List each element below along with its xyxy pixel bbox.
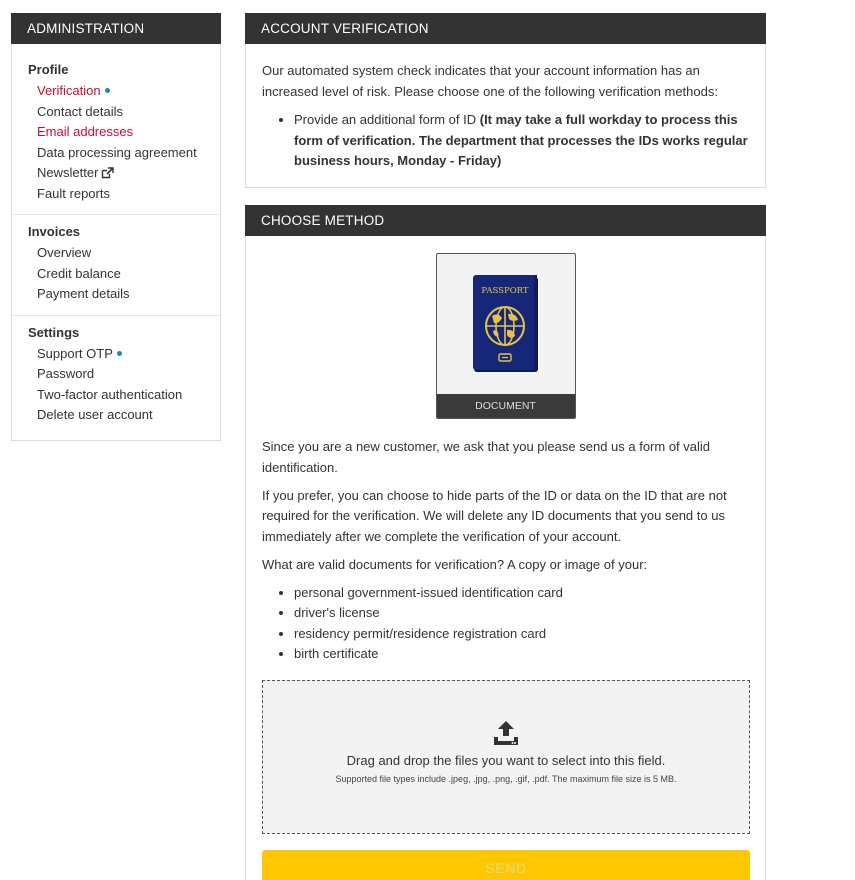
sidebar-item-label: Support OTP — [37, 345, 113, 361]
list-item — [294, 110, 749, 172]
sidebar-group-title: Settings — [28, 324, 80, 340]
list-item: • driver's license — [294, 603, 749, 624]
passport-label: PASSPORT — [480, 286, 529, 296]
sidebar-item-contact-details[interactable]: Contact details — [37, 103, 123, 119]
list-item: • birth certificate — [294, 644, 749, 665]
passport-icon — [472, 274, 540, 374]
sidebar-item-credit-balance[interactable]: Credit balance — [37, 265, 121, 281]
account-verification-panel — [245, 13, 766, 188]
list-item: • residency permit/residence registration card — [294, 624, 749, 645]
method-note: (It may take a full workday to process this form of verification. The department that processes the IDs works regular business hours, Monday - Friday) — [294, 112, 748, 168]
method-text: Provide an additional form of ID — [294, 112, 477, 127]
privacy-text: If you prefer, you can choose to hide parts of the ID or data on the ID that are not required for the verification. We will delete any ID documents that you send to us immediately after we complete the verification of your account. — [262, 487, 727, 544]
list-item: • personal government-issued identification card — [294, 583, 749, 604]
verification-intro: Our automated system check indicates that your account information has an increased level of risk. Please choose one of the following verification methods: — [262, 63, 718, 99]
notification-dot-icon — [117, 351, 122, 356]
sidebar-group-profile — [12, 44, 220, 215]
sidebar-item-label: Newsletter — [37, 165, 99, 180]
sidebar-item-payment-details[interactable]: Payment details — [37, 286, 130, 301]
sidebar-header: ADMINISTRATION — [11, 13, 221, 44]
sidebar-item-verification[interactable] — [28, 81, 220, 102]
sidebar-item-newsletter[interactable] — [28, 163, 220, 184]
sidebar-item-data-processing-agreement[interactable]: Data processing agreement — [37, 144, 197, 160]
external-link-icon — [101, 167, 114, 179]
sidebar-item-overview[interactable]: Overview — [37, 245, 92, 260]
new-customer-text: Since you are a new customer, we ask that you please send us a form of valid identification. — [262, 439, 711, 475]
sidebar-item-label: Verification — [37, 83, 101, 98]
file-dropzone[interactable] — [262, 680, 750, 834]
document-card-label: DOCUMENT — [437, 394, 575, 418]
valid-documents-heading: What are valid documents for verification? A copy or image of your: — [262, 556, 648, 572]
choose-method-panel — [245, 205, 766, 880]
panel-header: ACCOUNT VERIFICATION — [245, 13, 766, 44]
sidebar-item-delete-user-account[interactable]: Delete user account — [37, 407, 153, 422]
sidebar-group-settings — [12, 316, 220, 436]
valid-documents-list — [294, 583, 749, 665]
sidebar-item-email-addresses[interactable]: Email addresses — [37, 124, 134, 139]
dropzone-instructions: Drag and drop the files you want to select into this field. — [346, 753, 666, 768]
sidebar-item-password[interactable]: Password — [37, 366, 95, 381]
sidebar-item-two-factor-authentication[interactable]: Two-factor authentication — [37, 386, 183, 402]
document-method-card[interactable] — [436, 253, 576, 419]
sidebar-group-invoices — [12, 215, 220, 316]
sidebar-group-title: Profile — [28, 62, 69, 77]
upload-icon — [493, 720, 519, 746]
send-button[interactable]: SEND — [262, 850, 750, 880]
verification-methods-list — [294, 110, 749, 172]
sidebar-group-title: Invoices — [28, 224, 81, 239]
notification-dot-icon — [105, 88, 110, 93]
sidebar-item-support-otp[interactable] — [28, 344, 220, 365]
dropzone-file-types: Supported file types include .jpeg, .jpg, .png, .gif, .pdf. The maximum file size is 5 MB. — [335, 774, 677, 784]
admin-sidebar — [11, 13, 221, 441]
panel-header: CHOOSE METHOD — [245, 205, 766, 236]
sidebar-item-fault-reports[interactable]: Fault reports — [37, 185, 110, 201]
